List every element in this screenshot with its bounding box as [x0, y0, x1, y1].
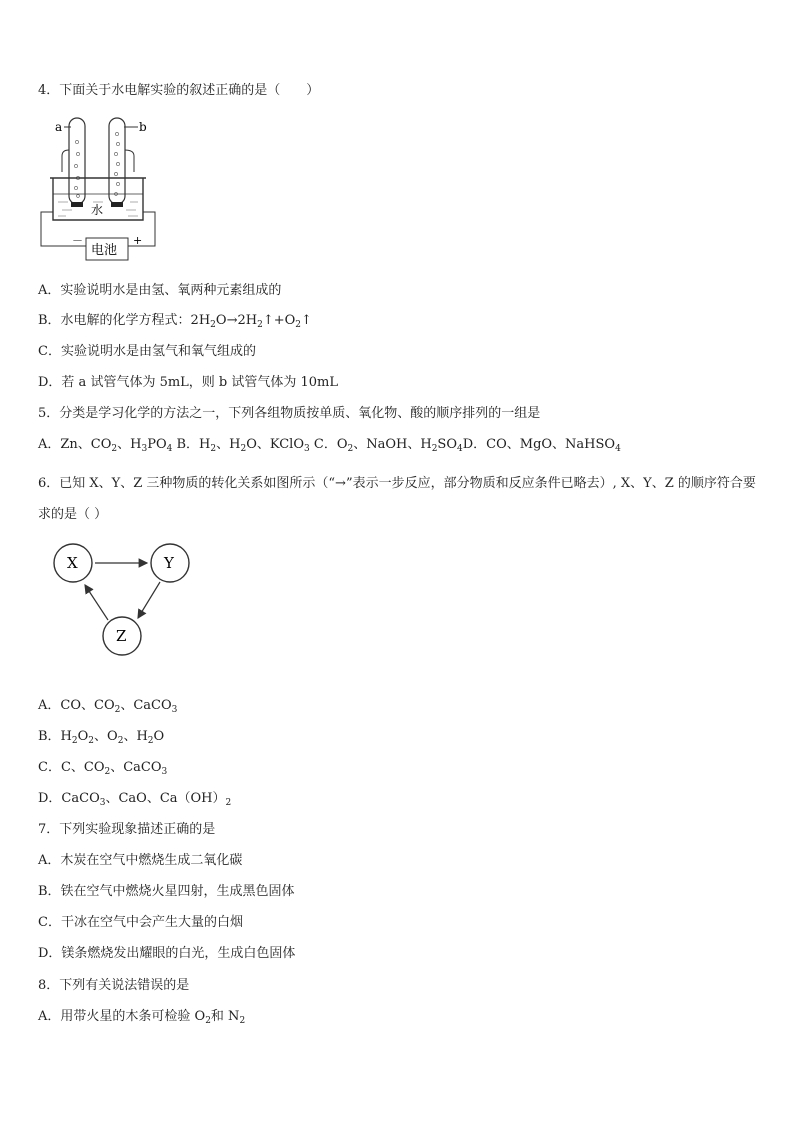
tube-a-label: a: [55, 120, 63, 134]
q4-option-b: B．水电解的化学方程式：$2H_2O\to 2H_2↑+O_2↑$: [38, 313, 312, 330]
q7-stem: 7．下列实验现象描述正确的是: [38, 822, 216, 837]
q7-option-b: B．铁在空气中燃烧火星四射，生成黑色固体: [38, 884, 295, 899]
q4-option-a: A．实验说明水是由氢、氧两种元素组成的: [38, 283, 282, 298]
xyz-cycle-diagram: [50, 540, 200, 660]
q8-stem: 8．下列有关说法错误的是: [38, 978, 190, 993]
q6-option-a: A．CO、$CO_2$、CaCO$_3$: [38, 698, 178, 715]
q6-option-d: D．CaCO$_3$、CaO、$Ca(OH)_2$: [38, 791, 232, 808]
node-x: X: [67, 554, 78, 572]
q6-option-c: C．C、$CO_2$、CaCO$_3$: [38, 760, 168, 777]
electrolysis-figure: [38, 112, 168, 264]
q7-option-c: C．干冰在空气中会产生大量的白烟: [38, 915, 243, 930]
tube-b-label: b: [139, 120, 147, 134]
minus-label: －: [72, 234, 83, 247]
water-label: 水: [91, 203, 104, 217]
q7-option-a: A．木炭在空气中燃烧生成二氧化碳: [38, 853, 243, 868]
q8-option-a: A．用带火星的木条可检验 $O_2$和 $N_2$: [38, 1009, 246, 1026]
q5-stem: 5．分类是学习化学的方法之一，下列各组物质按单质、氧化物、酸的顺序排列的一组是: [38, 406, 541, 421]
q7-option-d: D．镁条燃烧发出耀眼的白光，生成白色固体: [38, 946, 296, 961]
battery-label: 电池: [91, 243, 118, 258]
node-z: Z: [116, 627, 127, 645]
plus-label: +: [133, 234, 143, 247]
q6-option-b: B．$H_2O_2$、$O_2$、$H_2O$: [38, 729, 165, 746]
q4-stem: 4．下面关于水电解实验的叙述正确的是（ ）: [38, 83, 320, 98]
q5-options: A．Zn、$CO_2$、$H_3PO_4$ B．$H_2$、$H_2O$、KClO$_3$ C．$O_2$、NaOH、$H_2SO_4D$．CO、MgO、NaHSO$_4$: [38, 437, 621, 454]
node-y: Y: [164, 554, 174, 572]
q4-option-d: D．若 a 试管气体为 5mL，则 b 试管气体为 10mL: [38, 375, 339, 390]
q4-option-c: C．实验说明水是由氢气和氧气组成的: [38, 344, 256, 359]
q6-stem: 6．已知 X、Y、Z 三种物质的转化关系如图所示（“→”表示一步反应，部分物质和反应条件已略去）, X、Y、Z 的顺序符合要求的是（ ）: [38, 476, 756, 522]
